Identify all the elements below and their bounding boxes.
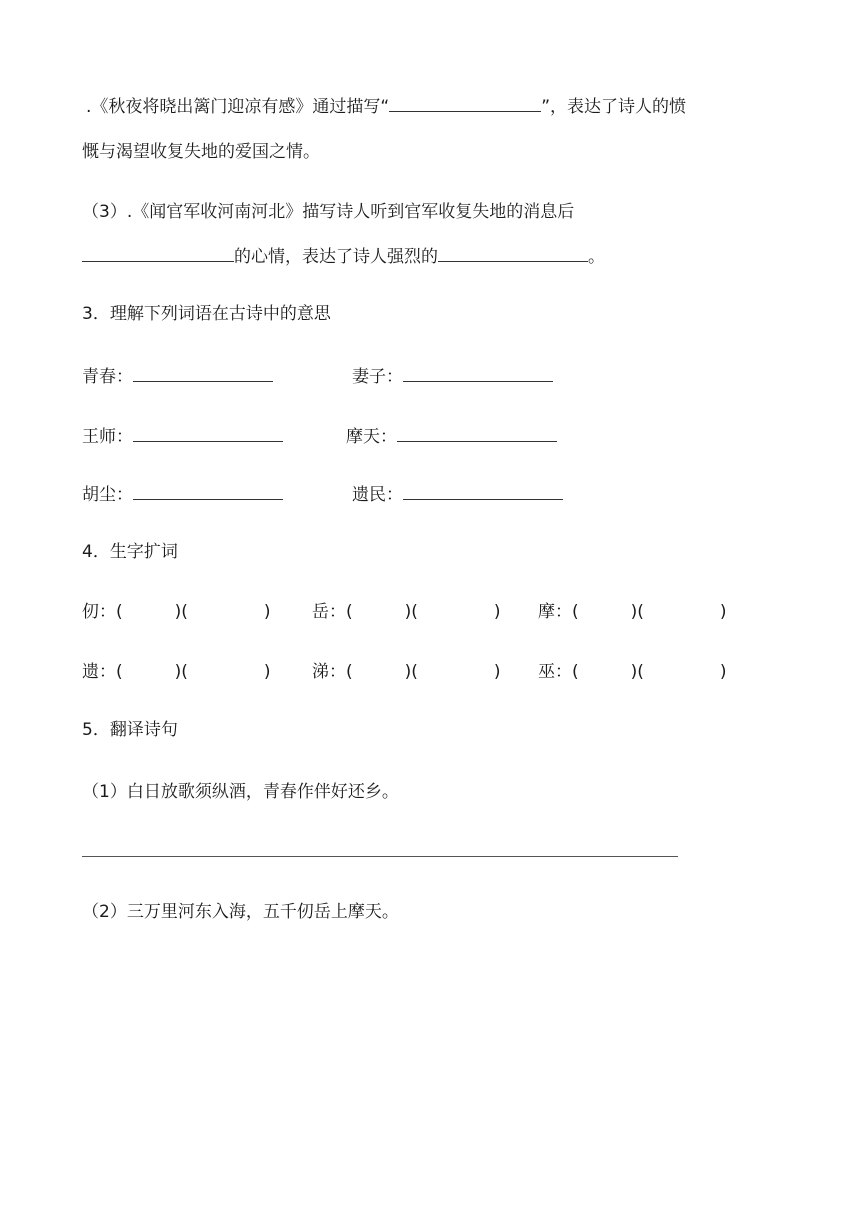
paren-open: (: [116, 662, 123, 682]
paren-open: (: [637, 662, 644, 682]
paren-open: (: [572, 662, 579, 682]
paren-close: ): [719, 662, 727, 682]
answer-blank[interactable]: [438, 244, 588, 262]
q2-line1-suffix: ”，表达了诗人的愤: [541, 97, 687, 117]
paren-open: (: [637, 602, 644, 622]
answer-blank[interactable]: [389, 94, 541, 112]
vocab-item: [352, 364, 553, 389]
q2-line2: 慨与渴望收复失地的爱国之情。: [82, 142, 320, 162]
vocab-item: [82, 424, 283, 449]
paren-open: (: [346, 602, 353, 622]
q2-sub3-line2: [82, 244, 605, 269]
paren-open: (: [116, 602, 123, 622]
answer-blank[interactable]: [403, 364, 553, 382]
answer-blank[interactable]: [82, 244, 234, 262]
vocab-item: [82, 482, 283, 507]
q2-sub3-end: 。: [588, 247, 605, 267]
paren-close: ): [719, 602, 727, 622]
vocab-label: 遗民：: [352, 485, 403, 505]
char: 岳: [312, 602, 329, 622]
vocab-item: [82, 364, 273, 389]
paren-close: ): [630, 602, 638, 622]
paren-close: ): [263, 662, 271, 682]
q2-line1: [86, 94, 686, 119]
answer-blank[interactable]: [133, 364, 273, 382]
paren-open: (: [411, 602, 418, 622]
answer-blank[interactable]: [403, 482, 563, 500]
vocab-item: [352, 482, 563, 507]
paren-open: (: [181, 662, 188, 682]
vocab-item: [346, 424, 557, 449]
paren-close: ): [404, 662, 412, 682]
char-item: [538, 600, 727, 624]
char: 摩: [538, 602, 555, 622]
colon: ：: [99, 662, 116, 682]
colon: ：: [329, 662, 346, 682]
answer-blank[interactable]: [397, 424, 557, 442]
q3-heading: 3．理解下列词语在古诗中的意思: [82, 304, 331, 324]
vocab-label: 摩天：: [346, 427, 397, 447]
paren-close: ): [404, 602, 412, 622]
q2-sub3-line1: （3）.《闻官军收河南河北》描写诗人听到官军收复失地的消息后: [82, 202, 575, 222]
vocab-label: 青春：: [82, 367, 133, 387]
vocab-label: 王师：: [82, 427, 133, 447]
char-item: [312, 600, 501, 624]
paren-close: ): [493, 602, 501, 622]
paren-close: ): [174, 602, 182, 622]
paren-open: (: [411, 662, 418, 682]
paren-close: ): [263, 602, 271, 622]
paren-close: ): [630, 662, 638, 682]
q2-line1-prefix: .《秋夜将晓出篱门迎凉有感》通过描写“: [86, 97, 390, 117]
paren-open: (: [572, 602, 579, 622]
paren-open: (: [181, 602, 188, 622]
q4-heading: 4．生字扩词: [82, 542, 178, 562]
char-item: [82, 660, 271, 684]
paren-open: (: [346, 662, 353, 682]
q5-sentence-2: （2）三万里河东入海，五千仞岳上摩天。: [82, 902, 399, 922]
vocab-label: 妻子：: [352, 367, 403, 387]
char: 仞: [82, 602, 99, 622]
colon: ：: [555, 662, 572, 682]
char-item: [538, 660, 727, 684]
char-item: [312, 660, 501, 684]
char: 涕: [312, 662, 329, 682]
answer-blank[interactable]: [133, 424, 283, 442]
q2-sub3-mid: 的心情，表达了诗人强烈的: [234, 247, 438, 267]
char-item: [82, 600, 271, 624]
q5-sentence-1: （1）白日放歌须纵酒，青春作伴好还乡。: [82, 782, 399, 802]
colon: ：: [329, 602, 346, 622]
answer-line[interactable]: [82, 856, 678, 857]
char: 巫: [538, 662, 555, 682]
paren-close: ): [493, 662, 501, 682]
colon: ：: [99, 602, 116, 622]
paren-close: ): [174, 662, 182, 682]
colon: ：: [555, 602, 572, 622]
char: 遗: [82, 662, 99, 682]
vocab-label: 胡尘：: [82, 485, 133, 505]
answer-blank[interactable]: [133, 482, 283, 500]
q5-heading: 5．翻译诗句: [82, 720, 178, 740]
